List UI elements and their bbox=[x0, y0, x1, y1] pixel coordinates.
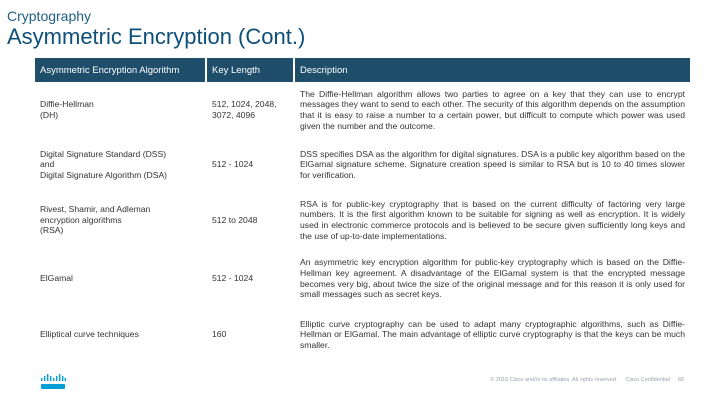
algorithm-name: and bbox=[40, 159, 55, 170]
section-kicker: Cryptography bbox=[7, 8, 92, 24]
key-length-cell bbox=[207, 191, 295, 249]
algorithm-name: (RSA) bbox=[40, 225, 64, 236]
key-length: 3072, 4096 bbox=[212, 110, 256, 120]
table-row bbox=[35, 82, 690, 138]
confidentiality-label: Cisco Confidential bbox=[625, 377, 670, 383]
algorithm-name: Elliptical curve techniques bbox=[40, 329, 139, 340]
algorithm-name: Digital Signature Algorithm (DSA) bbox=[40, 169, 168, 180]
description-cell: DSS specifies DSA as the algorithm for digital signatures. DSA is a public key algorithm based on the ElGamal signature scheme. Signature creation speed is similar to RSA but is 10 to 40 times slower for verification. bbox=[300, 148, 685, 180]
encryption-table bbox=[35, 58, 690, 361]
algorithm-cell bbox=[35, 249, 207, 308]
algorithm-name: ElGamal bbox=[40, 273, 73, 284]
column-header-description: Description bbox=[295, 58, 690, 82]
algorithm-name: (DH) bbox=[40, 110, 59, 120]
table-row bbox=[35, 191, 690, 249]
description-cell: Elliptic curve cryptography can be used to adapt many cryptographic algorithms, such as Diffie-Hellman or ElGamal. The main advantage of elliptic curve cryptography is that the keys can be much smaller. bbox=[300, 318, 685, 350]
key-length-cell bbox=[207, 138, 295, 191]
key-length-cell bbox=[207, 82, 295, 138]
algorithm-cell bbox=[35, 82, 207, 138]
algorithm-name: Digital Signature Standard (DSS) bbox=[40, 148, 167, 159]
table-header-row bbox=[35, 58, 690, 82]
description-cell: The Diffie-Hellman algorithm allows two parties to agree on a key that they can use to encrypt messages they want to send to each other. The security of this algorithm depends on the assumption that it is easy to raise a number to a certain power, but difficult to compute which power was used given the number and the outcome. bbox=[300, 88, 685, 131]
algorithm-name: Rivest, Shamir, and Adleman bbox=[40, 204, 151, 215]
key-length: 512 - 1024 bbox=[212, 273, 254, 284]
key-length: 512, 1024, 2048, bbox=[212, 99, 277, 110]
algorithm-cell bbox=[35, 191, 207, 249]
footer bbox=[482, 377, 684, 383]
page-number: 68 bbox=[677, 377, 684, 383]
cisco-logo-icon bbox=[40, 373, 66, 391]
key-length: 160 bbox=[212, 329, 227, 340]
column-header-key-length: Key Length bbox=[207, 58, 295, 82]
key-length-cell bbox=[207, 249, 295, 308]
copyright-text: © 2016 Cisco and/or its affiliates. All rights reserved. bbox=[490, 377, 618, 383]
key-length: 512 - 1024 bbox=[212, 159, 254, 170]
table-row bbox=[35, 138, 690, 191]
algorithm-name: Diffie-Hellman bbox=[40, 99, 94, 110]
page-title: Asymmetric Encryption (Cont.) bbox=[7, 24, 306, 49]
table-row bbox=[35, 308, 690, 361]
table-row bbox=[35, 249, 690, 308]
column-header-algorithm: Asymmetric Encryption Algorithm bbox=[35, 58, 207, 82]
description-cell: RSA is for public-key cryptography that is based on the current difficulty of factoring very large numbers. It is the first algorithm known to be suitable for signing as well as encryption. It is widely used in electronic commerce protocols and is believed to be secure given sufficiently long keys and the use of up-to-date implementations. bbox=[300, 198, 685, 241]
key-length: 512 to 2048 bbox=[212, 214, 258, 225]
algorithm-cell bbox=[35, 138, 207, 191]
algorithm-name: encryption algorithms bbox=[40, 214, 122, 225]
algorithm-cell bbox=[35, 308, 207, 361]
description-cell: An asymmetric key encryption algorithm for public-key cryptography which is based on the Diffie-Hellman key agreement. A disadvantage of the ElGamal system is that the encrypted message becomes very big, about twice the size of the original message and for this reason it is only used for small messages such as secret keys. bbox=[300, 257, 685, 300]
key-length-cell bbox=[207, 308, 295, 361]
